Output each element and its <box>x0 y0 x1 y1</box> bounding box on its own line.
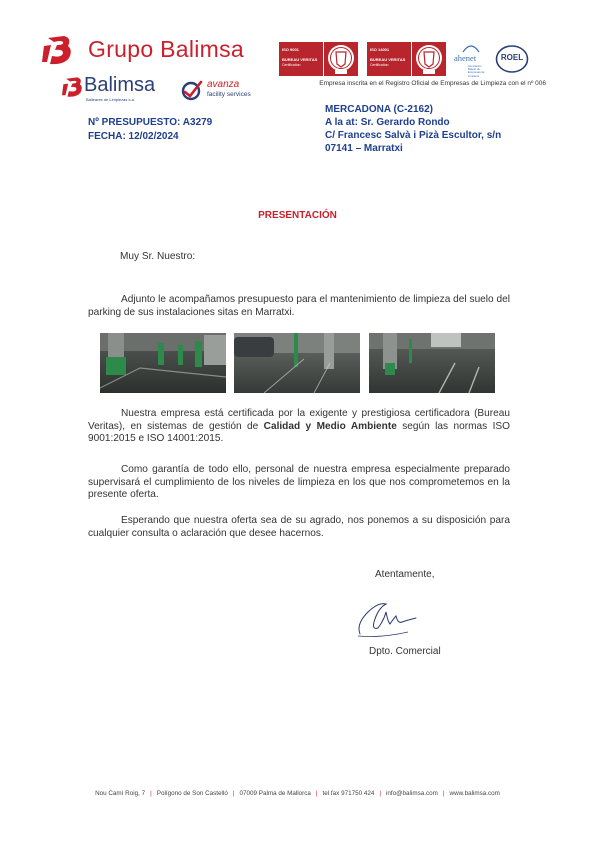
certification-text-b: según las normas ISO 9001:2015 e ISO 14001:2015. <box>88 420 510 444</box>
cert-panel <box>279 42 323 76</box>
footer-separator: | <box>232 790 235 797</box>
footer-website-link[interactable]: www.balimsa.com <box>449 790 500 797</box>
roel-logo <box>495 44 529 74</box>
balimsa-b-mark-small-icon <box>62 76 84 98</box>
ahenet-logo <box>454 43 488 77</box>
paragraph-certification <box>88 408 510 446</box>
letter-title: PRESENTACIÓN <box>258 210 337 221</box>
ahenet-arc-icon <box>462 43 480 53</box>
cert-panel <box>367 42 411 76</box>
iso-9001-badge <box>279 42 359 76</box>
recipient-company: MERCADONA (C-2162) <box>325 104 433 115</box>
budget-number: Nº PRESUPUESTO: A3279 <box>88 117 213 128</box>
closing-salutation: Atentamente, <box>375 569 435 580</box>
cert-code: ISO 9001 <box>282 47 299 52</box>
footer-phone: tel fax 971750 424 <box>322 790 375 797</box>
balimsa-wordmark: Balimsa <box>84 74 156 96</box>
certification-text-a: Nuestra empresa está certificada por la exigente y prestigiosa certificadora (Bureau Veritas), en sistemas de gestión de <box>88 408 510 432</box>
department-signature: Dpto. Comercial <box>369 646 441 657</box>
parking-photo-2 <box>234 333 360 393</box>
recipient-city: 07141 – Marratxi <box>325 143 403 154</box>
avanza-logo <box>181 79 261 103</box>
paragraph-intro: Adjunto le acompañamos presupuesto para el mantenimiento de limpieza del suelo del parking de sus instalaciones sitas en Marratxi. <box>88 294 510 318</box>
cert-name: BUREAU VERITAS <box>282 57 318 62</box>
paragraph-guarantee: Como garantía de todo ello, personal de nuestra empresa especialmente preparado supervisará el cumplimiento de los niveles de limpieza en los que nos comprometemos en la presente oferta. <box>88 464 510 500</box>
avanza-wordmark: avanza <box>207 79 240 90</box>
footer-separator: | <box>315 790 318 797</box>
budget-date: FECHA: 12/02/2024 <box>88 131 179 142</box>
footer-city: 07009 Palma de Mallorca <box>239 790 311 797</box>
bureau-veritas-seal-icon <box>324 42 358 76</box>
balimsa-logo <box>62 76 174 106</box>
roel-wordmark: ROEL <box>500 53 524 62</box>
footer-separator: | <box>150 790 152 797</box>
balimsa-subtitle: Balleares de Limpiezas s.a. <box>86 97 135 102</box>
cert-code: ISO 14001 <box>370 47 390 52</box>
registry-note: Empresa inscrita en el Registro Oficial de Empresas de Limpieza con el nº 006 <box>319 80 546 87</box>
handwritten-signature <box>356 598 418 640</box>
paragraph-closing: Esperando que nuestra oferta sea de su agrado, nos ponemos a su disposición para cualquier consulta o aclaración que desee hacernos. <box>88 515 510 539</box>
cert-sub: Certification <box>282 63 301 67</box>
ahenet-subtitle: Asociación Balear de Empresas de Limpieza <box>468 64 485 78</box>
grupo-balimsa-logo <box>42 34 277 66</box>
footer-address: Nou Camí Roig, 7 <box>95 790 146 797</box>
cert-sub: Certification <box>370 63 389 67</box>
bureau-veritas-seal-icon <box>412 42 446 76</box>
recipient-street: C/ Francesc Salvà i Pizà Escultor, s/n <box>325 130 502 141</box>
parking-photo-1 <box>100 333 226 393</box>
grupo-balimsa-wordmark: Grupo Balimsa <box>88 36 245 62</box>
recipient-attention: A la at: Sr. Gerardo Rondo <box>325 117 450 128</box>
balimsa-b-mark-icon <box>42 34 74 66</box>
budget-info <box>88 116 212 144</box>
iso-14001-badge <box>367 42 447 76</box>
avanza-swoosh-icon <box>181 79 203 101</box>
recipient-address <box>325 103 501 155</box>
ahenet-wordmark: ahenet <box>454 53 477 63</box>
footer-area: Polígono de Son Castelló <box>156 790 228 797</box>
footer-email-link[interactable]: info@balimsa.com <box>386 790 438 797</box>
footer-separator: | <box>442 790 445 797</box>
cert-name: BUREAU VERITAS <box>370 57 406 62</box>
footer <box>0 790 595 797</box>
parking-photo-3 <box>369 333 495 393</box>
certification-text-bold: Calidad y Medio Ambiente <box>263 420 397 432</box>
footer-separator: | <box>379 790 381 797</box>
avanza-tagline: facility services <box>207 91 251 98</box>
salutation: Muy Sr. Nuestro: <box>120 251 196 262</box>
